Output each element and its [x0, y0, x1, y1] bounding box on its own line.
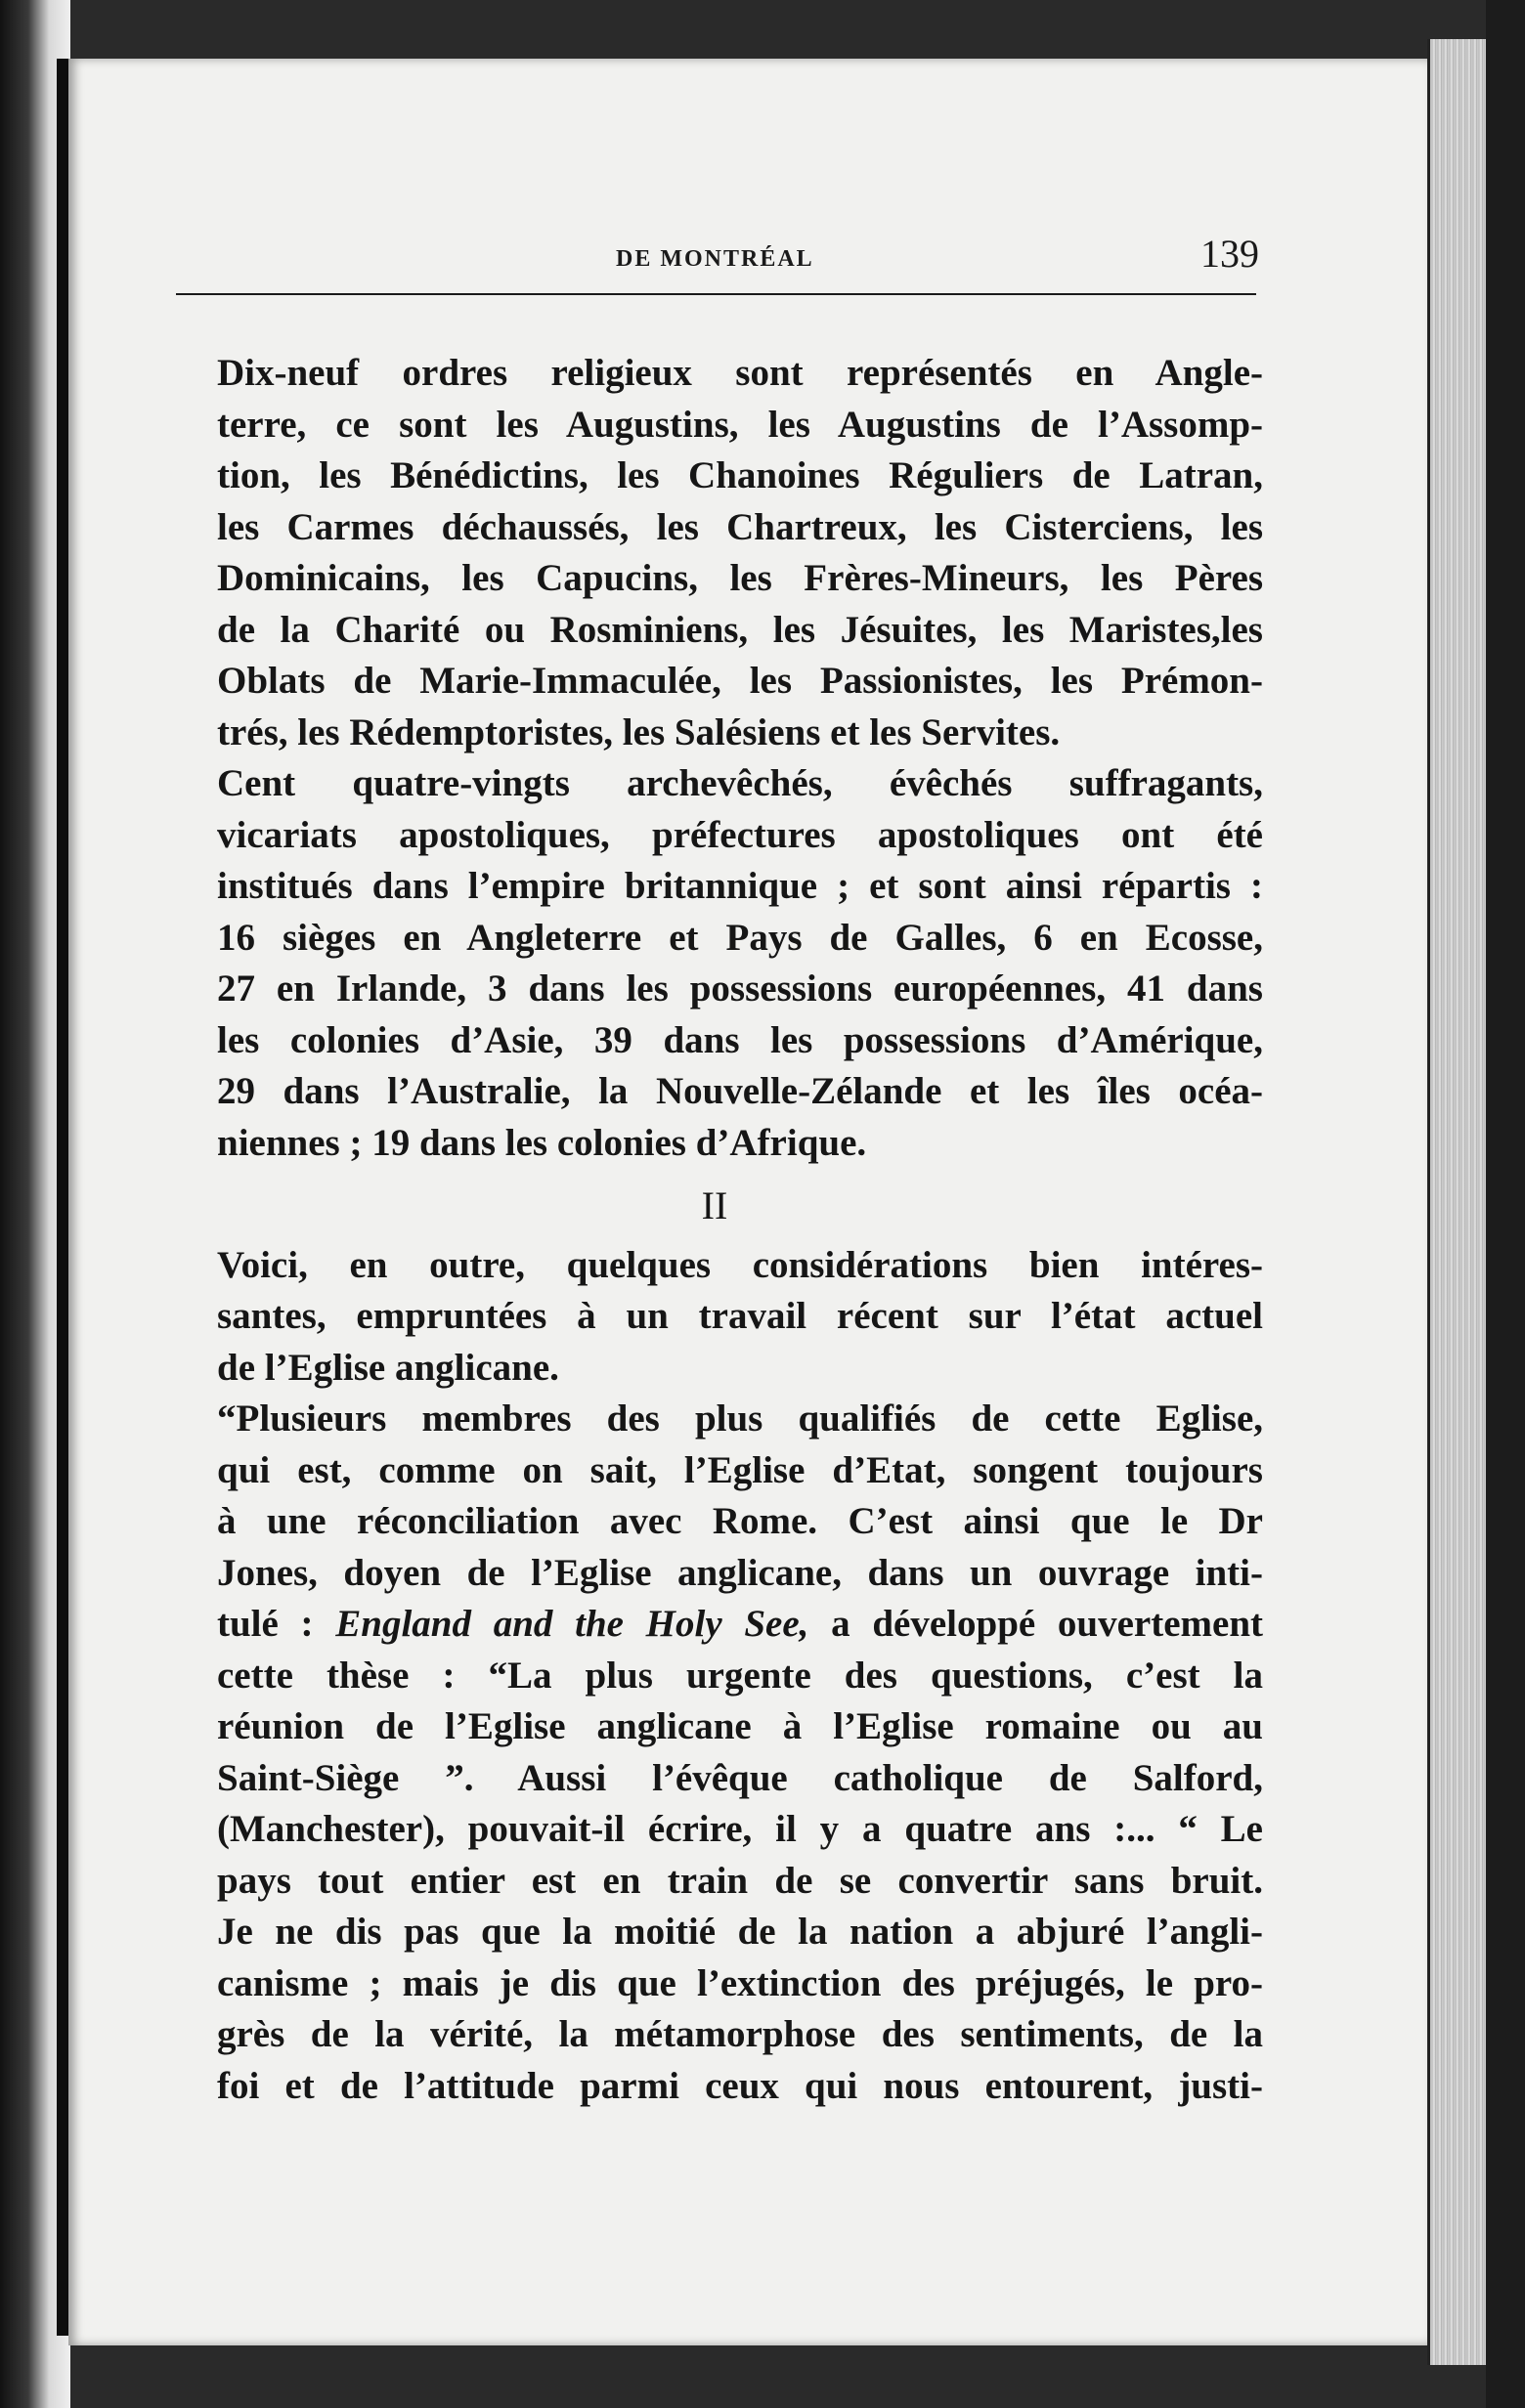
text-line: tion, les Bénédictins, les Chanoines Réguliers de Latran, — [217, 454, 1263, 496]
text-line: de la Charité ou Rosminiens, les Jésuites, les Maristes,les — [217, 608, 1263, 651]
text-line: institués dans l’empire britannique ; et sont ainsi répartis : — [217, 865, 1263, 907]
text-line: les Carmes déchaussés, les Chartreux, les Cisterciens, les — [217, 505, 1263, 548]
text-line: qui est, comme on sait, l’Eglise d’Etat, songent toujours — [217, 1448, 1263, 1491]
text-line: Jones, doyen de l’Eglise anglicane, dans un ouvrage inti- — [217, 1551, 1263, 1594]
text-line: Oblats de Marie-Immaculée, les Passionistes, les Prémon- — [217, 660, 1263, 702]
text-line: Voici, en outre, quelques considérations bien intéres- — [217, 1243, 1263, 1286]
text-line: les colonies d’Asie, 39 dans les possessions d’Amérique, — [217, 1018, 1263, 1061]
text-line: “Plusieurs membres des plus qualifiés de cette Eglise, — [217, 1398, 1263, 1440]
text-line: Saint-Siège ”. Aussi l’évêque catholique de Salford, — [217, 1756, 1263, 1799]
header-rule — [176, 293, 1256, 295]
section-number: II — [701, 1183, 728, 1227]
text-line: cette thèse : “La plus urgente des questions, c’est la — [217, 1654, 1263, 1697]
text-segment: a développé ouvertement — [808, 1603, 1263, 1645]
text-line: (Manchester), pouvait-il écrire, il y a quatre ans :... “ Le — [217, 1808, 1263, 1850]
text-line: de l’Eglise anglicane. — [217, 1346, 559, 1389]
body-text — [166, 348, 1263, 2112]
text-line: à une réconciliation avec Rome. C’est ainsi que le Dr — [217, 1500, 1263, 1542]
paragraph-dioceses — [166, 758, 1263, 1169]
text-line: terre, ce sont les Augustins, les Augustins de l’Assomp- — [217, 403, 1263, 446]
text-line: trés, les Rédemptoristes, les Salésiens et les Servites. — [217, 710, 1061, 753]
text-line — [166, 1599, 1263, 1651]
text-line: réunion de l’Eglise anglicane à l’Eglise romaine ou au — [217, 1705, 1263, 1747]
text-line: Dominicains, les Capucins, les Frères-Mineurs, les Pères — [217, 557, 1263, 599]
text-line: 29 dans l’Australie, la Nouvelle-Zélande et les îles océa- — [217, 1070, 1263, 1112]
page-number: 139 — [1200, 232, 1259, 276]
text-line: canisme ; mais je dis que l’extinction des préjugés, le pro- — [217, 1961, 1263, 2004]
text-line: pays tout entier est en train de se convertir sans bruit. — [217, 1859, 1263, 1902]
text-line: Je ne dis pas que la moitié de la nation a abjuré l’angli- — [217, 1911, 1263, 1953]
text-line: 16 sièges en Angleterre et Pays de Galles, 6 en Ecosse, — [217, 916, 1263, 959]
paragraph-religious-orders — [166, 348, 1263, 758]
scan-right-margin — [1486, 0, 1525, 2408]
paragraph-considerations — [166, 1240, 1263, 1395]
paragraph-quotation — [166, 1394, 1263, 2112]
book-title: England and the Holy See, — [335, 1603, 809, 1645]
book-spine-shadow — [57, 59, 68, 2336]
page-fore-edge — [1427, 39, 1489, 2365]
text-line: santes, empruntées à un travail récent sur l’état actuel — [217, 1295, 1263, 1337]
text-line: foi et de l’attitude parmi ceux qui nous entourent, justi- — [217, 2064, 1263, 2107]
text-line: 27 en Irlande, 3 dans les possessions européennes, 41 dans — [217, 968, 1263, 1010]
text-line: Dix-neuf ordres religieux sont représentés en Angle- — [217, 352, 1263, 394]
running-head: DE MONTRÉAL — [616, 246, 814, 272]
text-line: grès de la vérité, la métamorphose des sentiments, de la — [217, 2013, 1263, 2055]
text-segment: tulé : — [217, 1603, 336, 1645]
text-line: niennes ; 19 dans les colonies d’Afrique. — [217, 1121, 867, 1164]
text-line: Cent quatre-vingts archevêchés, évêchés suffragants, — [217, 762, 1263, 804]
text-line: vicariats apostoliques, préfectures apostoliques ont été — [217, 813, 1263, 856]
